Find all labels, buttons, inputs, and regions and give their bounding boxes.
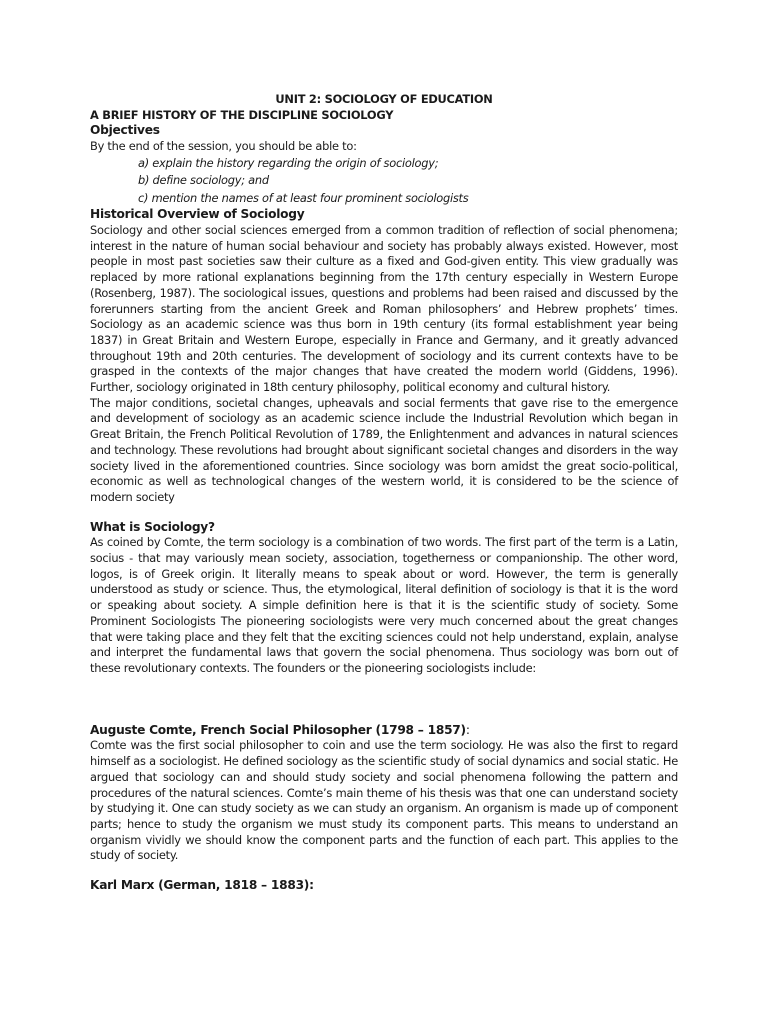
- objectives-intro: By the end of the session, you should be able to:: [90, 139, 357, 154]
- spacer: [90, 506, 678, 520]
- objectives-heading: Objectives: [90, 123, 160, 138]
- history-heading: Historical Overview of Sociology: [90, 207, 305, 222]
- comte-heading-colon: :: [465, 722, 470, 737]
- document-title: UNIT 2: SOCIOLOGY OF EDUCATION: [275, 92, 493, 106]
- marx-heading: Karl Marx (German, 1818 – 1883):: [90, 878, 314, 893]
- spacer: [90, 677, 678, 723]
- objective-item: a) explain the history regarding the origin of sociology;: [138, 155, 439, 170]
- what-is-heading: What is Sociology?: [90, 519, 215, 534]
- comte-paragraph: Comte was the first social philosopher to coin and use the term sociology. He was also the first to regard himself as a sociologist. He defined sociology as the scientific study of social dynamics and social static. He argued that sociology can and should study society and social phenomena following the pattern and procedures of the natural sciences. Comte’s main theme of his thesis was that one can understand society by studying it. One can study society as we can study an organism. An organism is made up of component parts; hence to study the organism we must study its component parts. This means to understand an organism vividly we should know the component parts and the function of each part. This applies to the study of society.: [90, 738, 678, 863]
- comte-heading: [90, 723, 678, 739]
- comte-heading-text: Auguste Comte, French Social Philosopher (1798 – 1857): [90, 722, 466, 737]
- objective-item: b) define sociology; and: [138, 173, 269, 188]
- document-page: [90, 92, 678, 894]
- objectives-list: [90, 155, 678, 208]
- document-subtitle: A BRIEF HISTORY OF THE DISCIPLINE SOCIOLOGY: [90, 107, 394, 122]
- what-is-paragraph: As coined by Comte, the term sociology is a combination of two words. The first part of the term is a Latin, socius - that may variously mean society, association, togetherness or companionship. The other word, logos, is of Greek origin. It literally means to speak about or word. However, the term is generally understood as study or science. Thus, the etymological, literal definition of sociology is that it is the word or speaking about society. A simple definition here is that it is the scientific study of society. Some Prominent Sociologists The pioneering sociologists were very much concerned about the great changes that were taking place and they felt that the exciting sciences could not help understand, explain, analyse and interpret the fundamental laws that govern the social phenomena. Thus sociology was born out of these revolutionary contexts. The founders or the pioneering sociologists include:: [90, 535, 678, 675]
- objective-item: c) mention the names of at least four prominent sociologists: [138, 190, 469, 205]
- history-paragraph: Sociology and other social sciences emerged from a common tradition of reflection of social phenomena; interest in the nature of human social behaviour and society has probably always existed. However, most people in most past societies saw their culture as a fixed and God-given entity. This view gradually was replaced by more rational explanations beginning from the 17th century especially in Western Europe (Rosenberg, 1987). The sociological issues, questions and problems had been raised and discussed by the forerunners starting from the ancient Greek and Roman philosophers’ and Hebrew prophets’ times. Sociology as an academic science was thus born in 19th century (its formal establishment year being 1837) in Great Britain and Western Europe, especially in France and Germany, and it greatly advanced throughout 19th and 20th centuries. The development of sociology and its current contexts have to be grasped in the contexts of the major changes that have created the modern world (Giddens, 1996). Further, sociology originated in 18th century philosophy, political economy and cultural history.: [90, 223, 678, 395]
- history-paragraph: The major conditions, societal changes, upheavals and social ferments that gave rise to the emergence and development of sociology as an academic science include the Industrial Revolution which began in Great Britain, the French Political Revolution of 1789, the Enlightenment and advances in natural sciences and technology. These revolutions had brought about significant societal changes and disorders in the way society lived in the aforementioned countries. Since sociology was born amidst the great socio-political, economic as well as technological changes of the western world, it is considered to be the science of modern society: [90, 395, 678, 504]
- spacer: [90, 864, 678, 878]
